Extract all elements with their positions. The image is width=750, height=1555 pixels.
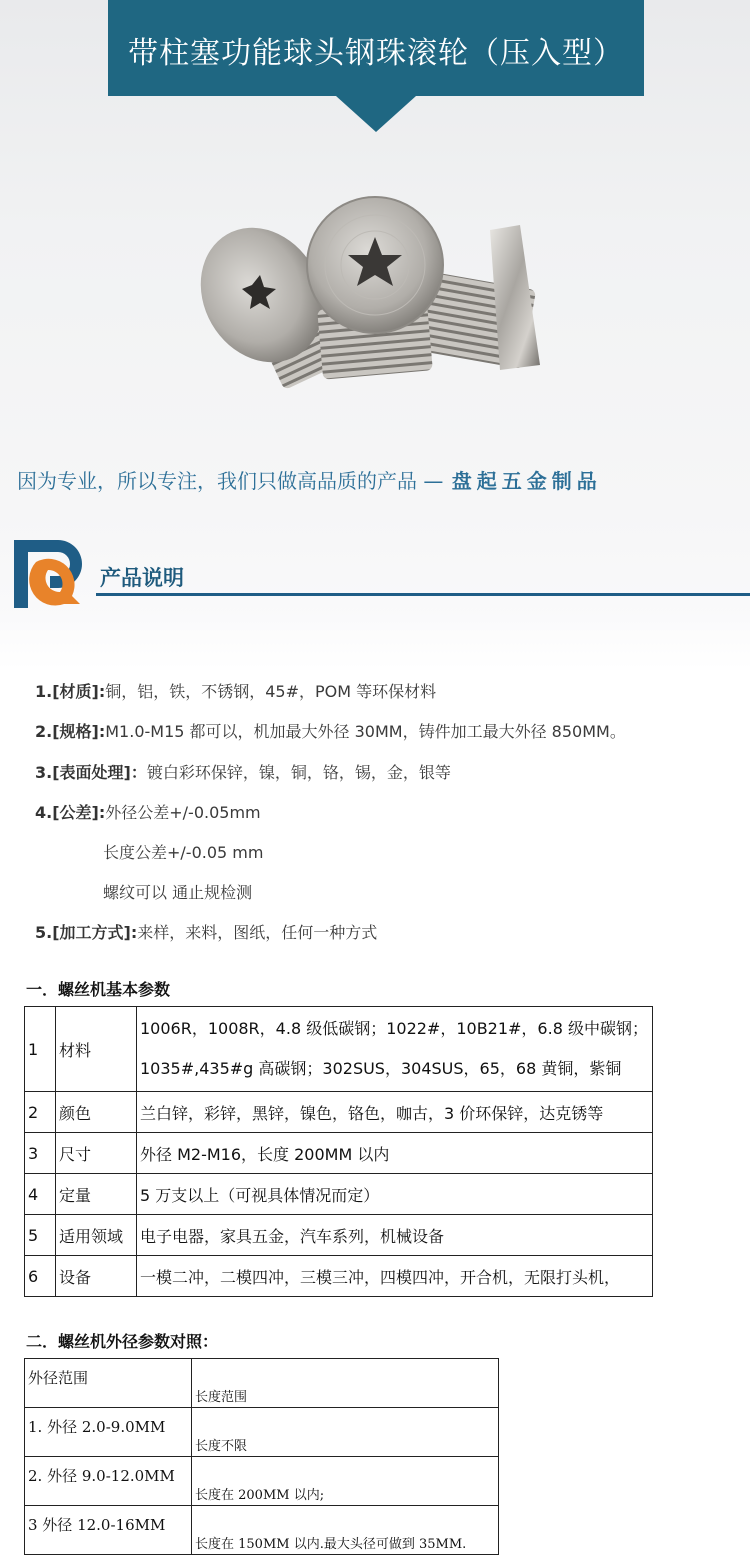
spec-text: 长度公差+/-0.05 mm bbox=[103, 843, 264, 862]
row-number: 5 bbox=[25, 1215, 56, 1256]
spec-label: 5.[加工方式]: bbox=[35, 923, 138, 942]
table2-heading: 二．螺丝机外径参数对照： bbox=[26, 1332, 219, 1351]
spec-text: M1.0-M15 都可以，机加最大外径 30MM，铸件加工最大外径 850MM。 bbox=[105, 722, 626, 741]
row-name: 定量 bbox=[56, 1174, 137, 1215]
spec-line-tolerance bbox=[35, 800, 261, 823]
spec-text: 镀白彩环保锌，镍，铜，铬，锡，金，银等 bbox=[146, 763, 451, 782]
table-row bbox=[25, 1408, 499, 1457]
table-header-row bbox=[25, 1359, 499, 1408]
table-row bbox=[25, 1174, 653, 1215]
row-name: 设备 bbox=[56, 1256, 137, 1297]
row-value bbox=[137, 1007, 653, 1092]
column-header: 长度范围 bbox=[192, 1359, 499, 1408]
spec-line-size bbox=[35, 719, 626, 742]
table1-heading: 一．螺丝机基本参数 bbox=[26, 980, 171, 999]
row-value: 外径 M2-M16，长度 200MM 以内 bbox=[137, 1133, 653, 1174]
length-cell: 长度在 150MM 以内.最大头径可做到 35MM. bbox=[192, 1506, 499, 1555]
brand-name: 盘起五金制品 bbox=[451, 469, 602, 493]
row-name: 颜色 bbox=[56, 1092, 137, 1133]
spec-label: 4.[公差]: bbox=[35, 803, 106, 822]
table-row bbox=[25, 1457, 499, 1506]
table-row bbox=[25, 1256, 653, 1297]
spec-line-surface bbox=[35, 760, 451, 783]
row-name: 尺寸 bbox=[56, 1133, 137, 1174]
tagline-text: 因为专业，所以专注，我们只做高品质的产品 — bbox=[17, 469, 450, 493]
spec-line-length-tolerance bbox=[103, 840, 263, 863]
section-divider bbox=[96, 593, 750, 596]
row-value-line: 1035#,435#g 高碳钢；302SUS，304SUS，65，68 黄铜，紫铜 bbox=[140, 1059, 622, 1078]
hero-section bbox=[0, 0, 750, 510]
spec-text: 铜，铝，铁，不锈钢，45#，POM 等环保材料 bbox=[105, 682, 437, 701]
range-cell: 3 外径 12.0-16MM bbox=[25, 1506, 192, 1555]
spec-text: 外径公差+/-0.05mm bbox=[105, 803, 261, 822]
spec-label: 2.[规格]: bbox=[35, 722, 106, 741]
table-row bbox=[25, 1007, 653, 1092]
table-row bbox=[25, 1133, 653, 1174]
row-value: 电子电器，家具五金，汽车系列，机械设备 bbox=[137, 1215, 653, 1256]
row-value: 兰白锌，彩锌，黑锌，镍色，铬色，咖古，3 价环保锌，达克锈等 bbox=[137, 1092, 653, 1133]
length-cell: 长度在 200MM 以内; bbox=[192, 1457, 499, 1506]
basic-params-table bbox=[24, 1006, 653, 1297]
table-row bbox=[25, 1215, 653, 1256]
spec-label: 3.[表面处理]： bbox=[35, 763, 147, 782]
product-photo-screws bbox=[190, 185, 560, 415]
section-title: 产品说明 bbox=[100, 566, 184, 590]
spec-label: 1.[材质]: bbox=[35, 682, 106, 701]
row-value: 一模二冲，二模四冲，三模三冲，四模四冲，开合机，无限打头机， bbox=[137, 1256, 653, 1297]
title-banner bbox=[108, 0, 644, 96]
row-number: 4 bbox=[25, 1174, 56, 1215]
row-value-line: 1006R，1008R，4.8 级低碳钢；1022#，10B21#，6.8 级中碳钢； bbox=[140, 1019, 648, 1038]
row-number: 1 bbox=[25, 1007, 56, 1092]
spec-line-thread-check bbox=[103, 880, 252, 903]
spec-text: 来样，来料，图纸，任何一种方式 bbox=[137, 923, 378, 942]
row-value: 5 万支以上（可视具体情况而定） bbox=[137, 1174, 653, 1215]
banner-arrow bbox=[336, 96, 416, 132]
range-cell: 1. 外径 2.0-9.0MM bbox=[25, 1408, 192, 1457]
tagline bbox=[17, 465, 602, 494]
row-number: 2 bbox=[25, 1092, 56, 1133]
length-cell: 长度不限 bbox=[192, 1408, 499, 1457]
table-row bbox=[25, 1506, 499, 1555]
range-cell: 2. 外径 9.0-12.0MM bbox=[25, 1457, 192, 1506]
company-logo-icon bbox=[14, 540, 86, 608]
row-number: 3 bbox=[25, 1133, 56, 1174]
column-header: 外径范围 bbox=[25, 1359, 192, 1408]
diameter-params-table bbox=[24, 1358, 499, 1555]
row-name: 材料 bbox=[56, 1007, 137, 1092]
banner-title: 带柱塞功能球头钢珠滚轮（压入型） bbox=[128, 36, 624, 71]
row-name: 适用领域 bbox=[56, 1215, 137, 1256]
row-number: 6 bbox=[25, 1256, 56, 1297]
table-row bbox=[25, 1092, 653, 1133]
spec-text: 螺纹可以 通止规检测 bbox=[103, 883, 253, 902]
spec-line-material bbox=[35, 679, 436, 702]
section-header bbox=[0, 510, 750, 670]
spec-line-processing bbox=[35, 920, 377, 943]
